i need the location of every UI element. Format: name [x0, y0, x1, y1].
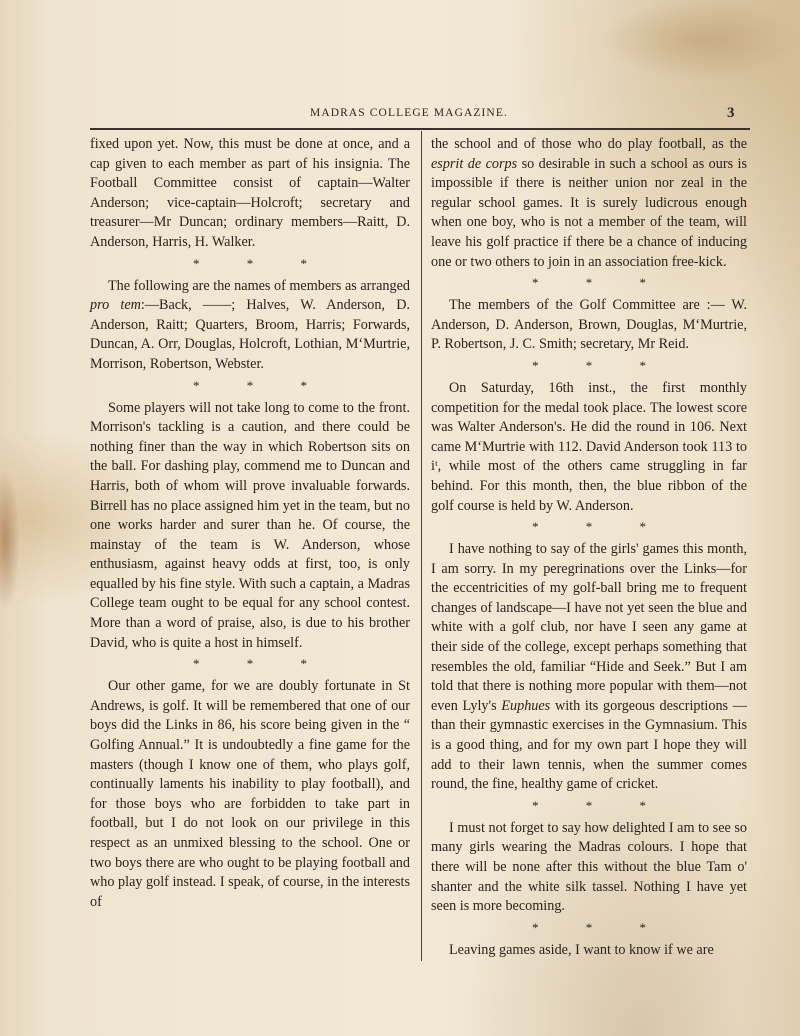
- paper-stain: [600, 0, 800, 80]
- paragraph: Leaving games aside, I want to know if we are: [449, 941, 714, 958]
- paragraph: Some players will not take long to come to the front. Morrison's tackling is a caution, and there could be nothing finer than the way in which Robertson sits on the ball. For dashing play, commend me to Duncan and Harris, both of whom will prove invaluable forwards. Birrell has no place assigned him yet in the team, but no one works harder and surer than he. Of course, the mainstay of the team is W. Anderson, whose enthusiasm, against heavy odds at first, too, is only equalled by his fine style. With such a captain, a Madras College team ought to be equal for any school contest. More than a word of praise, also, is due to his brother David, who is quite a host in himself.: [90, 399, 410, 651]
- paragraph: On Saturday, 16th inst., the first monthly competition for the medal took place. The lowest score was Walter Anderson's. He did the round in 106. Next came M‘Murtrie with 112. David Anderson took 113 to iᵗ, while most of the others came struggling in far behind. For this month, then, the blue ribbon of the golf course is held by W. Anderson.: [431, 379, 747, 514]
- italic-phrase: Euphues: [501, 697, 551, 714]
- section-separator: * * *: [193, 255, 329, 271]
- paragraph: The members of the Golf Committee are :— W. Anderson, D. Anderson, Brown, Douglas, M‘Murtrie, P. Robertson, J. C. Smith; secretary, Mr Reid.: [431, 297, 747, 353]
- italic-phrase: esprit de corps: [431, 155, 518, 172]
- section-separator: * * *: [532, 519, 668, 535]
- header-rule: [90, 128, 750, 130]
- page-number: 3: [727, 105, 735, 121]
- paper-stain: [0, 470, 20, 610]
- paragraph: the school and of those who do play football, as the esprit de corps so desirable in such a school as ours is impossible if there is neither union nor zeal in the regular school games. It is surely ludicrous enough when one boy, who is not a member of the team, will leave his golf practice if there be a chance of inducing one or two others to join in an association free-kick.: [431, 136, 747, 270]
- section-separator: * * *: [193, 377, 329, 393]
- left-column: [90, 135, 410, 912]
- section-separator: * * *: [532, 275, 668, 291]
- section-separator: * * *: [193, 656, 329, 672]
- column-divider: [421, 131, 422, 961]
- section-separator: * * *: [532, 357, 668, 373]
- section-separator: * * *: [532, 797, 668, 813]
- paragraph: I have nothing to say of the girls' games this month, I am sorry. In my peregrinations over the Links—for the eccentricities of my golf-ball bring me to frequent changes of landscape—I have not yet seen the blue and white with a golf club, nor have I seen any game at their side of the college, except perhaps something that resembles the old, familiar “Hide and Seek.” But I am told that there is nothing more popular with them—not even Lyly's Euphues with its gorgeous descriptions —than their gymnastic exercises in the Gymnasium. This is a good thing, and for my own part I hope they will add to their lawn tennis, when the summer comes round, the fine, healthy game of cricket.: [431, 541, 747, 793]
- section-separator: * * *: [532, 919, 668, 935]
- paragraph: fixed upon yet. Now, this must be done at once, and a cap given to each member as part of his insignia. The Football Committee consist of captain—Walter Anderson; vice-captain—Holcroft; secretary and treasurer—Mr Duncan; ordinary members—Raitt, D. Anderson, Harris, H. Walker.: [90, 136, 410, 250]
- header-title: MADRAS COLLEGE MAGAZINE.: [310, 107, 508, 119]
- right-column: [431, 135, 747, 960]
- paragraph: Our other game, for we are doubly fortunate in St Andrews, is golf. It will be remembered that one of our boys did the Links in 86, his score being given in the “ Golfing Annual.” It is undoubtedly a fine game for the masters (though I know one of them, who plays golf, continually laments his inability to play football), and for those boys who are forbidden to take part in football, but I do not look on our privilege in this respect as an unmixed blessing to the school. One or two boys there are who ought to be playing football and who play golf instead. I speak, of course, in the interests of: [90, 678, 410, 910]
- paragraph: I must not forget to say how delighted I am to see so many girls wearing the Madras colours. I hope that there will be none after this without the blue Tam o' shanter and the white silk tassel. Nothing I have yet seen is more becoming.: [431, 819, 747, 915]
- italic-phrase: pro tem: [90, 297, 141, 314]
- paragraph: The following are the names of members as arranged pro tem:—Back, ——; Halves, W. Anderson, D. Anderson, Raitt; Quarters, Broom, Harris; Forwards, Duncan, A. Orr, Douglas, Holcroft, Lothian, M‘Murtrie, Morrison, Robertson, Webster.: [90, 277, 410, 372]
